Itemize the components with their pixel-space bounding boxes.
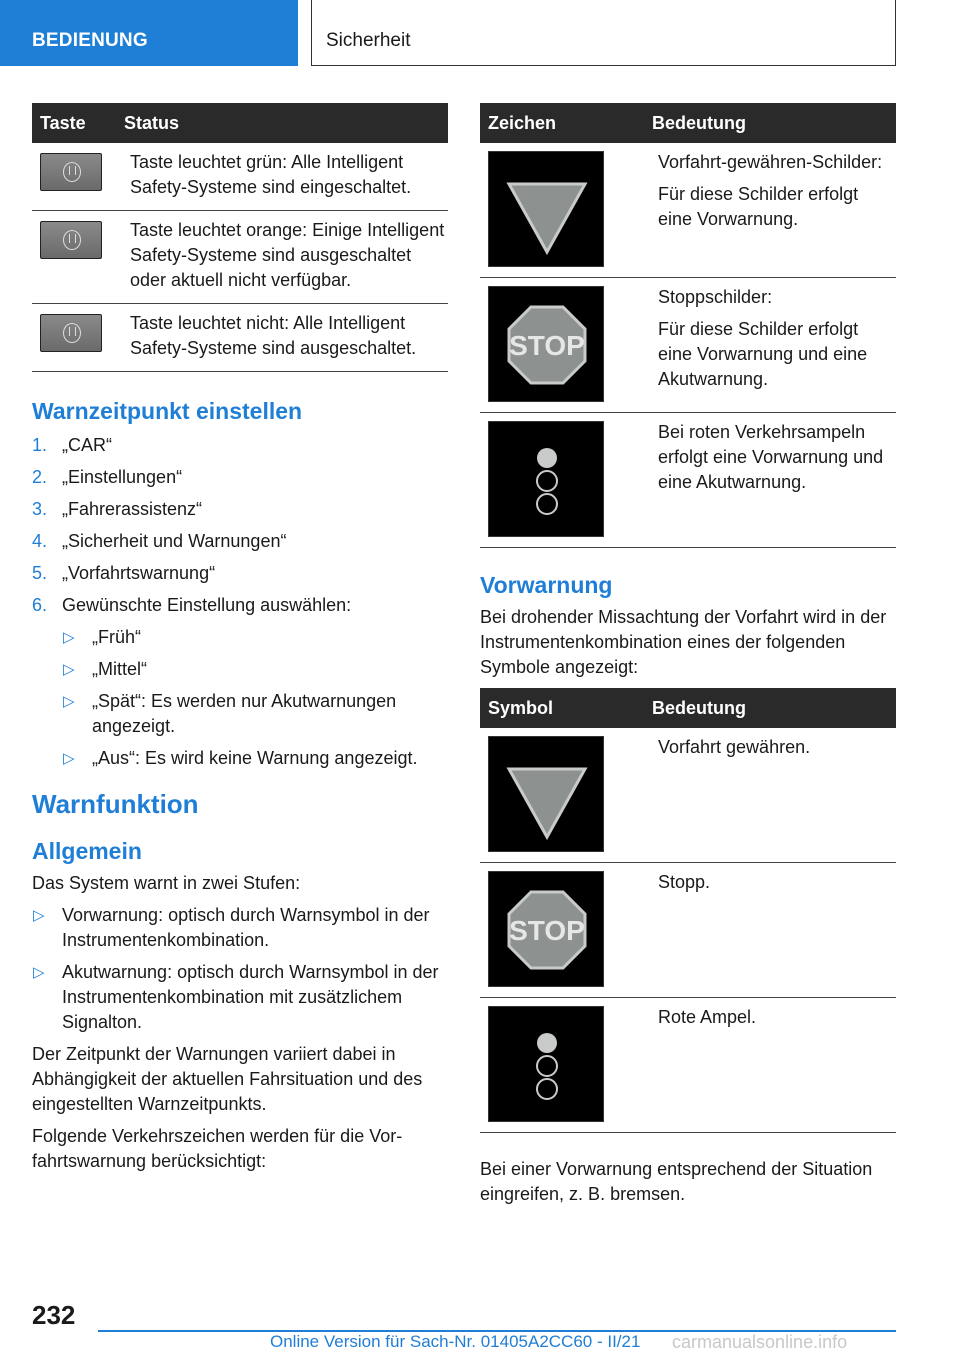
section-title: Sicherheit: [311, 0, 896, 66]
sign-table-header-bedeutung: Bedeutung: [644, 103, 896, 143]
yield-sign-icon: [488, 151, 604, 267]
page-number: 232: [32, 1300, 76, 1330]
triangle-bullet-icon: ▷: [63, 661, 75, 678]
table-row: [480, 998, 896, 1133]
table-row: [480, 143, 896, 278]
table-row: [480, 413, 896, 548]
vorwarnung-text: Bei drohender Missachtung der Vorfahrt wird in der Instrumentenkombination eines der folgenden Symbole angezeigt:: [480, 607, 887, 677]
symbol-meaning: Rote Ampel.: [644, 998, 896, 1133]
status-text: Taste leuchtet orange: Einige Intelligent Safety-Systeme sind ausgeschaltet oder aktuell nicht verfügbar.: [116, 211, 448, 304]
symbol-table: [480, 688, 896, 1133]
warnzeitpunkt-heading: Warnzeitpunkt einstellen: [32, 398, 303, 424]
right-column: [480, 103, 896, 1214]
yield-sign-icon: [488, 736, 604, 852]
traffic-light-icon: [488, 421, 604, 537]
chapter-tab: BEDIENUNG: [0, 0, 298, 66]
status-table-header-status: Status: [116, 103, 448, 143]
symbol-meaning: Vorfahrt gewähren.: [644, 728, 896, 863]
warning-levels: [32, 903, 448, 1035]
table-row: [32, 304, 448, 372]
stop-sign-text: STOP: [509, 915, 585, 946]
stop-sign-text: STOP: [509, 330, 585, 361]
warnfunktion-heading: Warnfunktion: [32, 789, 199, 819]
sign-table: [480, 103, 896, 548]
list-item: 3. „Fahrerassistenz“: [32, 499, 203, 519]
traffic-light-icon: [488, 1006, 604, 1122]
list-item: 6. Gewünschte Einstellung auswählen:: [32, 595, 352, 615]
list-item: ▷ Vorwarnung: optisch durch Warnsymbol in der Instrumentenkombination.: [33, 905, 430, 950]
status-text: Taste leuchtet grün: Alle Intelligent Safety-Systeme sind eingeschaltet.: [116, 143, 448, 211]
intelligent-safety-button-icon: [40, 221, 102, 259]
triangle-bullet-icon: ▷: [63, 693, 75, 710]
list-item: 5. „Vorfahrtswarnung“: [32, 563, 216, 583]
left-column: [32, 103, 448, 1181]
status-table-header-taste: Taste: [32, 103, 116, 143]
symbol-table-header-bedeutung: Bedeutung: [644, 688, 896, 728]
warnzeitpunkt-steps: [32, 433, 448, 618]
list-item: 4. „Sicherheit und Warnungen“: [32, 531, 287, 551]
table-row: [480, 278, 896, 413]
triangle-bullet-icon: ▷: [63, 629, 75, 646]
warnzeitpunkt-options: [62, 625, 448, 771]
table-row: [480, 863, 896, 998]
footer-version-text: Online Version für Sach-Nr. 01405A2CC60 - II/21: [270, 1332, 641, 1351]
symbol-meaning: Stopp.: [644, 863, 896, 998]
vorwarnung-heading: Vorwarnung: [480, 572, 613, 598]
table-row: [32, 211, 448, 304]
list-item: ▷ „Früh“: [62, 625, 448, 650]
list-item: ▷ „Mittel“: [62, 657, 448, 682]
warnfunktion-paragraph: Der Zeitpunkt der Warnungen variiert dabei in Abhängigkeit der aktuellen Fahrsituation und des eingestellten Warnzeitpunkts.: [32, 1044, 423, 1114]
warnfunktion-paragraph: Folgende Verkehrszeichen werden für die Vorfahrtswarnung berücksichtigt:: [32, 1126, 403, 1171]
closing-text: Bei einer Vorwarnung entsprechend der Situation eingreifen, z. B. bremsen.: [480, 1159, 873, 1204]
watermark: carmanualsonline.info: [672, 1332, 848, 1352]
symbol-table-header-symbol: Symbol: [480, 688, 644, 728]
sign-meaning: Vorfahrt-gewähren-Schilder: Für diese Schilder erfolgt eine Vorwarnung.: [644, 143, 896, 278]
sign-meaning: Bei roten Verkehrsampeln erfolgt eine Vorwarnung und eine Akutwarnung.: [644, 413, 896, 548]
status-text: Taste leuchtet nicht: Alle Intelligent Safety-Systeme sind ausgeschaltet.: [116, 304, 448, 372]
list-item: ▷ „Aus“: Es wird keine Warnung angezeigt.: [62, 746, 448, 771]
status-table: [32, 103, 448, 372]
sign-meaning: Stoppschilder: Für diese Schilder erfolgt eine Vorwarnung und eine Akutwarnung.: [644, 278, 896, 413]
warnfunktion-intro: Das System warnt in zwei Stufen:: [32, 873, 301, 893]
triangle-bullet-icon: ▷: [63, 750, 75, 767]
list-item: 2. „Einstellungen“: [32, 467, 183, 487]
stop-sign-icon: [488, 871, 604, 987]
triangle-bullet-icon: ▷: [33, 907, 45, 924]
table-row: [480, 728, 896, 863]
sign-table-header-zeichen: Zeichen: [480, 103, 644, 143]
list-item: ▷ Akutwarnung: optisch durch Warnsymbol in der Instrumentenkombination mit zusätzlichem Signalton.: [33, 962, 439, 1032]
table-row: [32, 143, 448, 211]
list-item: 1. „CAR“: [32, 435, 112, 455]
stop-sign-icon: [488, 286, 604, 402]
intelligent-safety-button-icon: [40, 314, 102, 352]
intelligent-safety-button-icon: [40, 153, 102, 191]
allgemein-heading: Allgemein: [32, 838, 142, 864]
triangle-bullet-icon: ▷: [33, 964, 45, 981]
list-item: ▷ „Spät“: Es werden nur Akutwarnungen angezeigt.: [63, 691, 397, 736]
